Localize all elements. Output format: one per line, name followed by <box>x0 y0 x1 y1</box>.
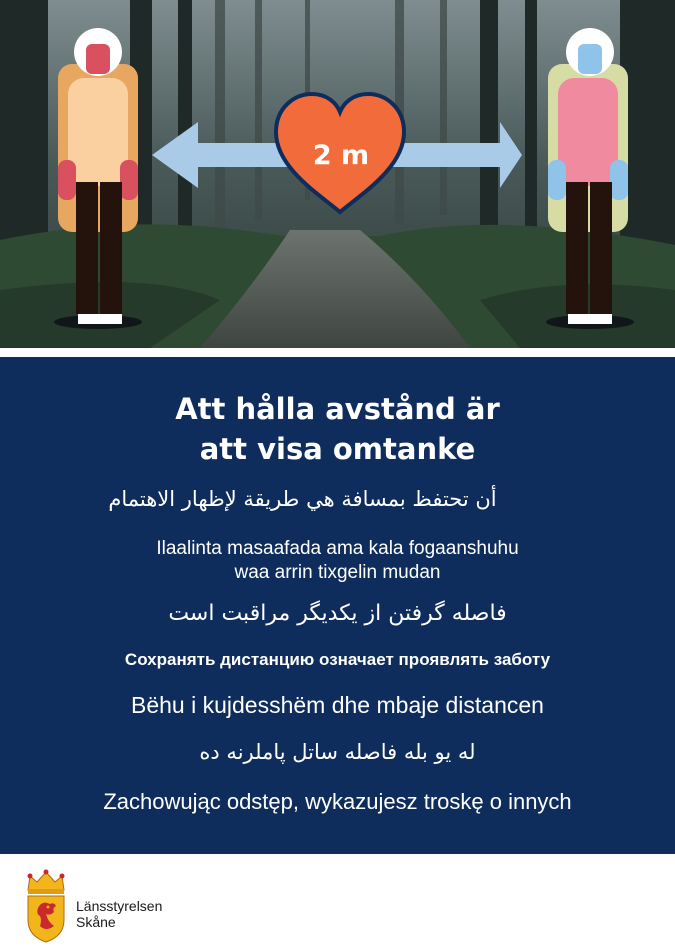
headline-line-1: Att hålla avstånd är <box>175 392 500 426</box>
distance-label: 2 m <box>312 140 370 171</box>
headline-line-2: att visa omtanke <box>199 432 476 466</box>
forest-scene <box>0 0 675 348</box>
arabic-text: أن تحتفظ بمسافة هي طريقة لإظهار الاهتمام <box>108 487 497 511</box>
pashto-text: له یو بله فاصله ساتل پاملرنه ده <box>199 740 476 764</box>
organization-name <box>76 898 162 930</box>
message-panel <box>0 357 675 854</box>
albanian-text: Bëhu i kujdesshëm dhe mbaje distancen <box>131 692 544 718</box>
somali-line-1: Ilaalinta masaafada ama kala fogaanshuhu <box>156 538 519 559</box>
separator <box>0 348 675 357</box>
polish-text: Zachowując odstęp, wykazujesz troskę o innych <box>103 789 572 814</box>
griffin-shield-icon <box>24 868 68 944</box>
russian-text: Сохранять дистанцию означает проявлять заботу <box>124 650 551 669</box>
persian-text: فاصله گرفتن از یکدیگر مراقبت است <box>168 601 507 626</box>
footer <box>0 854 675 950</box>
somali-line-2: waa arrin tixgelin mudan <box>234 562 441 583</box>
somali-text <box>0 537 675 585</box>
headline <box>0 389 675 469</box>
forest-illustration <box>0 0 675 348</box>
org-name-line-1: Länsstyrelsen <box>76 898 163 914</box>
coat-of-arms-logo <box>24 868 68 948</box>
org-name-line-2: Skåne <box>76 914 116 930</box>
